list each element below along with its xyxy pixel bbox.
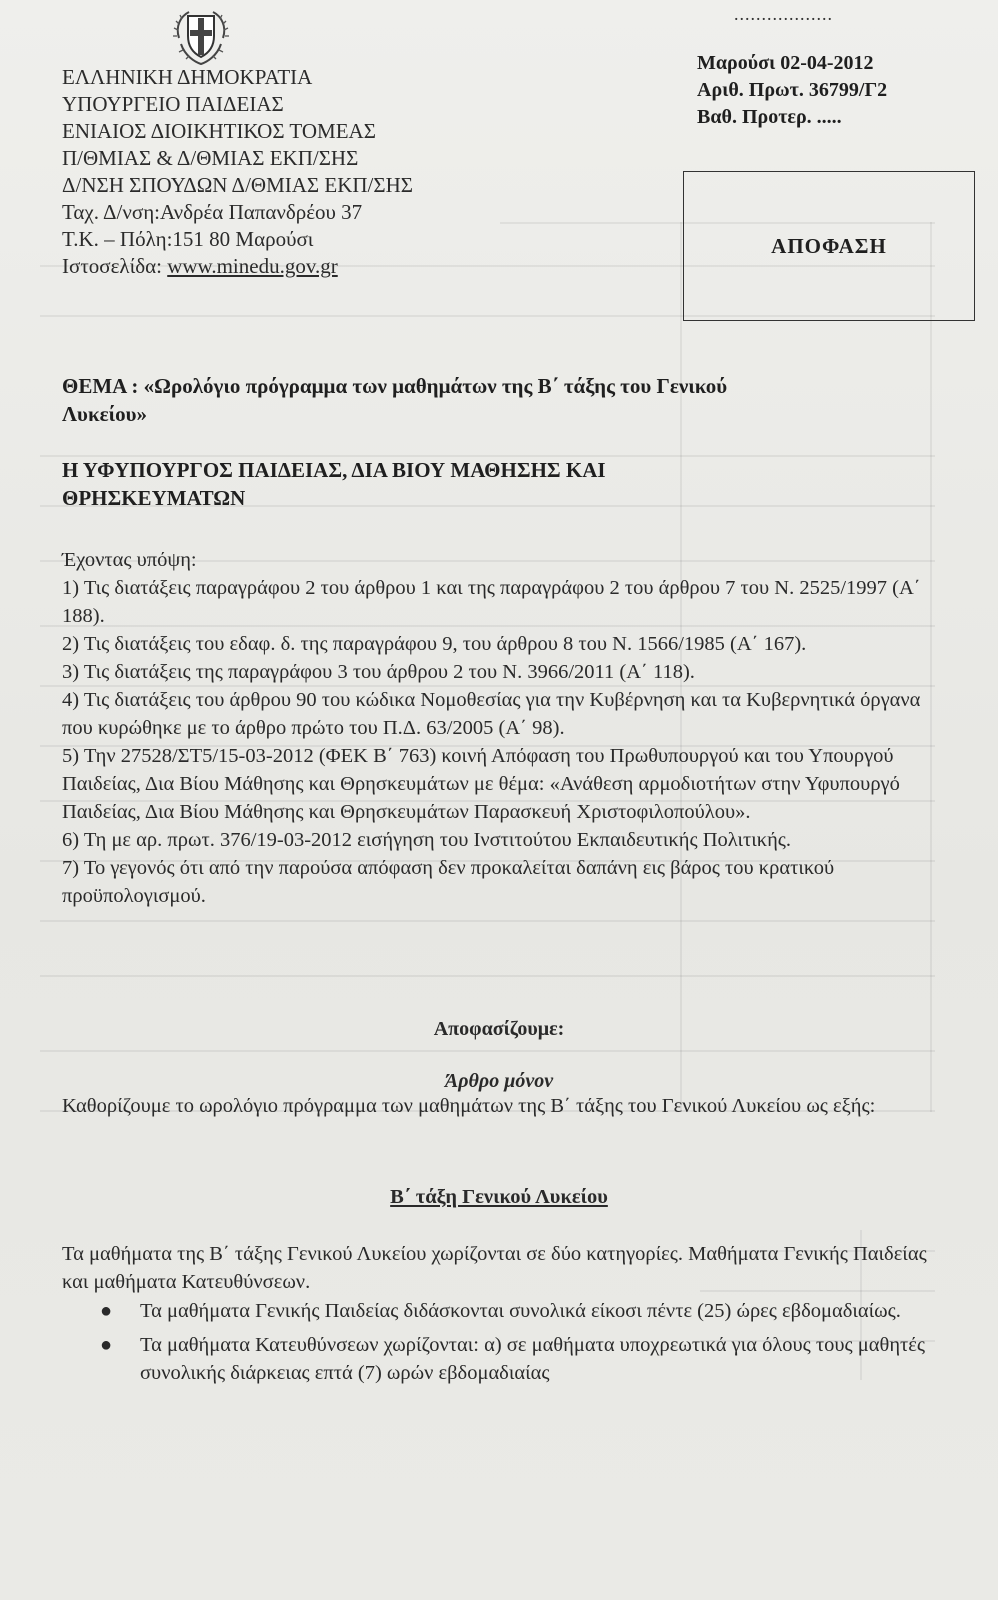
considering-item: 4) Τις διατάξεις του άρθρου 90 του κώδικα Νομοθεσίας για την Κυβέρνηση και τα Κυβερνητικά όργανα που κυρώθηκε με το άρθρο πρώτο του Π.Δ. 63/2005 (Α΄ 98).: [62, 689, 921, 739]
header-line-republic: ΕΛΛΗΝΙΚΗ ΔΗΜΟΚΡΑΤΙΑ: [62, 65, 313, 89]
considering-item: 6) Τη με αρ. πρωτ. 376/19-03-2012 εισήγηση του Ινστιτούτου Εκπαιδευτικής Πολιτικής.: [62, 829, 792, 851]
article-heading: Άρθρο μόνον: [444, 1070, 554, 1092]
subject-line: Λυκείου»: [62, 402, 147, 426]
website-link[interactable]: www.minedu.gov.gr: [167, 254, 338, 278]
decision-box: [683, 171, 975, 321]
header-line-admin-sector: ΕΝΙΑΙΟΣ ΔΙΟΙΚΗΤΙΚΟΣ ΤΟΜΕΑΣ: [62, 119, 376, 143]
considering-item: 3) Τις διατάξεις της παραγράφου 3 του άρθρου 2 του Ν. 3966/2011 (Α΄ 118).: [62, 661, 695, 683]
considering-section: [62, 546, 942, 910]
header-line-website: [62, 253, 413, 280]
header-line-directorate: Δ/ΝΣΗ ΣΠΟΥΔΩΝ Δ/ΘΜΙΑΣ ΕΚΠ/ΣΗΣ: [62, 173, 413, 197]
bullet-icon: ●: [100, 1334, 113, 1356]
header-line-address: Ταχ. Δ/νση:Ανδρέα Παπανδρέου 37: [62, 200, 363, 224]
decide-heading: Αποφασίζουμε:: [433, 1018, 565, 1040]
class-heading: Β΄ τάξη Γενικού Λυκείου: [390, 1186, 608, 1208]
bleed-through-line: [40, 920, 935, 922]
bleed-through-line: [40, 975, 935, 977]
considering-item: 7) Το γεγονός ότι από την παρούσα απόφαση δεν προκαλείται δαπάνη εις βάρος του κρατικού προϋπολογισμού.: [62, 857, 835, 907]
authority-line: ΘΡΗΣΚΕΥΜΑΤΩΝ: [62, 486, 246, 510]
considering-item: 1) Τις διατάξεις παραγράφου 2 του άρθρου 1 και της παραγράφου 2 του άρθρου 7 του Ν. 2525/1997 (Α΄ 188).: [62, 577, 921, 627]
issuing-authority: [62, 456, 942, 512]
decision-label: ΑΠΟΦΑΣΗ: [771, 233, 887, 258]
document-reference: [697, 50, 887, 131]
website-label: Ιστοσελίδα:: [62, 254, 168, 278]
bleed-through-line: [40, 1050, 935, 1052]
header-line-postal-code: Τ.Κ. – Πόλη:151 80 Μαρούσι: [62, 227, 314, 251]
considering-item: 5) Την 27528/ΣΤ5/15-03-2012 (ΦΕΚ Β΄ 763) κοινή Απόφαση του Πρωθυπουργού και του Υπουργού Παιδείας, Δια Βίου Μάθησης και Θρησκευμάτων με θέμα: «Ανάθεση αρμοδιοτήτων στην Υφυπουργό Παιδείας, Δια Βίου Μάθησης και Θρησκευμάτων Παρασκευή Χριστοφιλοπούλου».: [62, 745, 900, 823]
body-paragraph: Τα μαθήματα της Β΄ τάξης Γενικού Λυκείου χωρίζονται σε δύο κατηγορίες. Μαθήματα Γενικής Παιδείας και μαθήματα Κατευθύνσεων.: [62, 1243, 927, 1293]
top-dotted-line: ..................: [734, 4, 833, 24]
header-line-ministry: ΥΠΟΥΡΓΕΙΟ ΠΑΙΔΕΙΑΣ: [62, 92, 284, 116]
considering-intro: Έχοντας υπόψη:: [62, 549, 197, 571]
greek-coat-of-arms-icon: [169, 4, 233, 68]
document-date: Μαρούσι 02-04-2012: [697, 52, 874, 74]
article-text: Καθορίζουμε το ωρολόγιο πρόγραμμα των μαθημάτων της Β΄ τάξης του Γενικού Λυκείου ως εξής:: [62, 1095, 876, 1117]
protocol-number: Αριθ. Πρωτ. 36799/Γ2: [697, 79, 888, 101]
bullet-icon: ●: [100, 1300, 113, 1322]
subject-line: ΘΕΜΑ : «Ωρολόγιο πρόγραμμα των μαθημάτων της Β΄ τάξης του Γενικού: [62, 374, 728, 398]
list-item-text: Τα μαθήματα Γενικής Παιδείας διδάσκονται συνολικά είκοσι πέντε (25) ώρες εβδομαδιαίως.: [140, 1300, 901, 1322]
priority-level: Βαθ. Προτερ. .....: [697, 106, 842, 128]
list-item: [100, 1331, 940, 1387]
considering-item: 2) Τις διατάξεις του εδαφ. δ. της παραγράφου 9, του άρθρου 8 του Ν. 1566/1985 (Α΄ 167).: [62, 633, 807, 655]
document-subject: [62, 372, 942, 428]
authority-line: Η ΥΦΥΠΟΥΡΓΟΣ ΠΑΙΔΕΙΑΣ, ΔΙΑ ΒΙΟΥ ΜΑΘΗΣΗΣ ΚΑΙ: [62, 458, 606, 482]
list-item: [100, 1297, 940, 1325]
bullet-list: [100, 1297, 940, 1393]
issuer-header: [62, 64, 413, 280]
list-item-text: Τα μαθήματα Κατευθύνσεων χωρίζονται: α) σε μαθήματα υποχρεωτικά για όλους τους μαθητές συνολικής διάρκειας επτά (7) ωρών εβδομαδιαίας: [140, 1334, 926, 1384]
header-line-education-levels: Π/ΘΜΙΑΣ & Δ/ΘΜΙΑΣ ΕΚΠ/ΣΗΣ: [62, 146, 359, 170]
